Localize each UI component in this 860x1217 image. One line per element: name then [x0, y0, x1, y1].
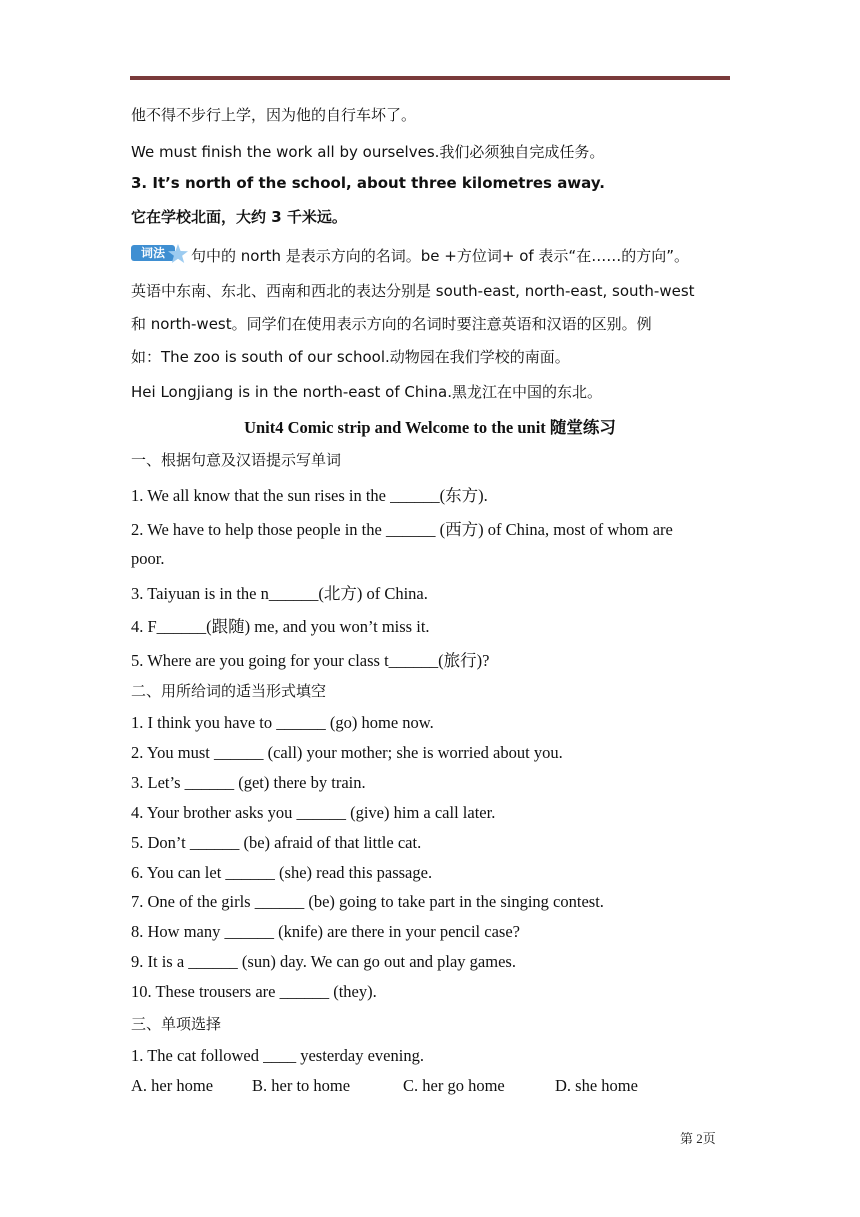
star-icon — [167, 243, 189, 265]
grammar-badge — [131, 243, 189, 265]
exercise-item: 1. We all know that the sun rises in the ______(东方). — [131, 486, 488, 505]
choice-options — [131, 1076, 638, 1096]
exercise-item: 10. These trousers are ______ (they). — [131, 982, 377, 1001]
exercise-item: 5. Don’t ______ (be) afraid of that little cat. — [131, 833, 422, 852]
exercise-item: 1. I think you have to ______ (go) home now. — [131, 713, 434, 732]
exercise-item: 3. Let’s ______ (get) there by train. — [131, 773, 366, 792]
exercise-item: 6. You can let ______ (she) read this passage. — [131, 863, 433, 882]
header-rule — [130, 76, 730, 80]
text-line: 和 north-west。同学们在使用表示方向的名词时要注意英语和汉语的区别。例 — [131, 315, 652, 333]
sentence-heading: 3. It’s north of the school, about three kilometres away. — [131, 174, 605, 192]
exercise-item: 2. We have to help those people in the ______ (西方) of China, most of whom are — [131, 520, 673, 539]
option-d: D. she home — [555, 1076, 638, 1095]
exercise-item: 5. Where are you going for your class t______(旅行)? — [131, 651, 490, 670]
text-line: 他不得不步行上学，因为他的自行车坏了。 — [131, 106, 417, 124]
exercise-item: 4. Your brother asks you ______ (give) him a call later. — [131, 803, 496, 822]
page-number: 第 2页 — [680, 1131, 716, 1146]
exercise-item: 1. The cat followed ____ yesterday evening. — [131, 1046, 424, 1065]
text-line: Hei Longjiang is in the north-east of China.黑龙江在中国的东北。 — [131, 383, 603, 401]
exercise-item: 8. How many ______ (knife) are there in your pencil case? — [131, 922, 520, 941]
option-b: B. her to home — [252, 1076, 351, 1095]
option-c: C. her go home — [403, 1076, 505, 1095]
grammar-note-line — [131, 243, 689, 266]
grammar-badge-label: 词法 — [131, 245, 175, 261]
exercise-item: 7. One of the girls ______ (be) going to take part in the singing contest. — [131, 892, 604, 911]
text-line: 英语中东南、东北、西南和西北的表达分别是 south-east, north-east, south-west — [131, 282, 695, 300]
exercise-item: poor. — [131, 549, 165, 568]
text-line: We must finish the work all by ourselves.我们必须独自完成任务。 — [131, 143, 605, 161]
sentence-translation: 它在学校北面，大约 3 千米远。 — [131, 208, 347, 226]
exercise-item: 3. Taiyuan is in the n______(北方) of China. — [131, 584, 428, 603]
section-heading: 一、根据句意及汉语提示写单词 — [131, 451, 342, 469]
section-heading: 二、用所给词的适当形式填空 — [131, 682, 327, 700]
exercise-title: Unit4 Comic strip and Welcome to the unit 随堂练习 — [244, 418, 616, 437]
exercise-item: 4. F______(跟随) me, and you won’t miss it. — [131, 617, 430, 636]
exercise-item: 2. You must ______ (call) your mother; she is worried about you. — [131, 743, 563, 762]
text-line: 如：The zoo is south of our school.动物园在我们学校的南面。 — [131, 348, 570, 366]
exercise-item: 9. It is a ______ (sun) day. We can go out and play games. — [131, 952, 516, 971]
section-heading: 三、单项选择 — [131, 1015, 222, 1033]
option-a: A. her home — [131, 1076, 214, 1095]
grammar-note-text: 句中的 north 是表示方向的名词。be +方位词+ of 表示“在……的方向”。 — [191, 247, 689, 265]
